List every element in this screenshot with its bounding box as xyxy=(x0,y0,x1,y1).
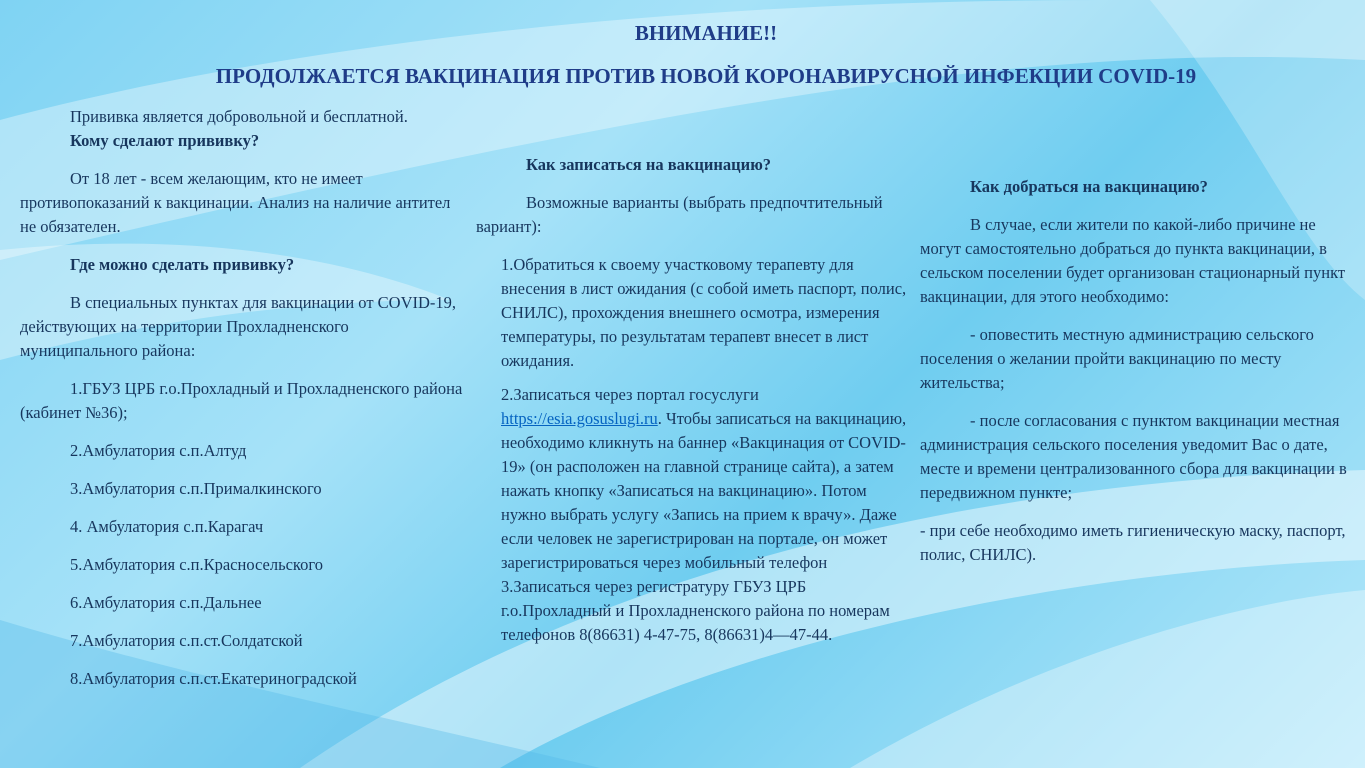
travel-intro: В случае, если жители по какой-либо причине не могут самостоятельно добраться до пункта вакцинации, в сельском поселении будет организован стационарный пункт вакцинации, для этого необходимо: xyxy=(920,215,1346,306)
list-item: 2.Амбулатория с.п.Алтуд xyxy=(70,441,247,460)
column-who-where xyxy=(20,105,470,691)
page-title: ВНИМАНИЕ!! xyxy=(634,21,778,45)
list-item: 5.Амбулатория с.п.Красносельского xyxy=(70,555,323,574)
list-item: 6.Амбулатория с.п.Дальнее xyxy=(70,593,262,612)
register-heading: Как записаться на вакцинацию? xyxy=(526,155,772,174)
who-text: От 18 лет - всем желающим, кто не имеет противопоказаний к вакцинации. Анализ на наличие антител не обязателен. xyxy=(20,169,451,236)
option-2-text: 2.Записаться через портал госуслуги xyxy=(501,385,759,404)
option-2-details: . Чтобы записаться на вакцинацию, необходимо кликнуть на баннер «Вакцинация от COVID-19» (он расположен на главной странице сайта), а затем нажать кнопку «Записаться на вакцинацию». Потом нужно выбрать услугу «Запись на прием к врачу». Даже если человек не зарегистрирован на портале, он может зарегистрироваться через мобильный телефон xyxy=(501,409,907,572)
page-subtitle: ПРОДОЛЖАЕТСЯ ВАКЦИНАЦИЯ ПРОТИВ НОВОЙ КОРОНАВИРУСНОЙ ИНФЕКЦИИ COVID-19 xyxy=(215,64,1197,88)
column-how-to-register xyxy=(476,153,916,647)
where-heading: Где можно сделать прививку? xyxy=(70,255,295,274)
list-item: 7.Амбулатория с.п.ст.Солдатской xyxy=(70,631,303,650)
travel-step-2: - после согласования с пунктом вакцинации местная администрация сельского поселения уведомит Вас о дате, месте и времени централизованного сбора для вакцинации в передвижном пункте; xyxy=(920,411,1347,502)
register-intro: Возможные варианты (выбрать предпочтительный вариант): xyxy=(476,193,883,236)
list-item: 3.Амбулатория с.п.Прималкинского xyxy=(70,479,322,498)
travel-heading: Как добраться на вакцинацию? xyxy=(970,177,1208,196)
column-how-to-get xyxy=(920,175,1350,567)
intro-text: Прививка является добровольной и бесплатной. xyxy=(70,107,408,126)
who-heading: Кому сделают прививку? xyxy=(70,131,260,150)
travel-step-1: - оповестить местную администрацию сельского поселения о желании пройти вакцинацию по месту жительства; xyxy=(920,325,1314,392)
option-1: 1.Обратиться к своему участковому терапевту для внесения в лист ожидания (с собой иметь паспорт, полис, СНИЛС), прохождения внешнего осмотра, измерения температуры, по результатам терапевт внесет в лист ожидания. xyxy=(501,255,907,370)
list-item: 4. Амбулатория с.п.Карагач xyxy=(70,517,264,536)
list-item: 1.ГБУЗ ЦРБ г.о.Прохладный и Прохладненского района (кабинет №36); xyxy=(20,379,463,422)
list-item: 8.Амбулатория с.п.ст.Екатериноградской xyxy=(70,669,357,688)
gosuslugi-link[interactable]: https://esia.gosuslugi.ru xyxy=(501,409,658,428)
option-3: 3.Записаться через регистратуру ГБУЗ ЦРБ г.о.Прохладный и Прохладненского района по номерам телефонов 8(86631) 4-47-75, 8(86631)4—47-44. xyxy=(501,577,890,644)
travel-step-3: - при себе необходимо иметь гигиеническую маску, паспорт, полис, СНИЛС). xyxy=(920,521,1346,564)
option-2 xyxy=(476,383,916,575)
where-text: В специальных пунктах для вакцинации от COVID-19, действующих на территории Прохладненского муниципального района: xyxy=(20,293,457,360)
